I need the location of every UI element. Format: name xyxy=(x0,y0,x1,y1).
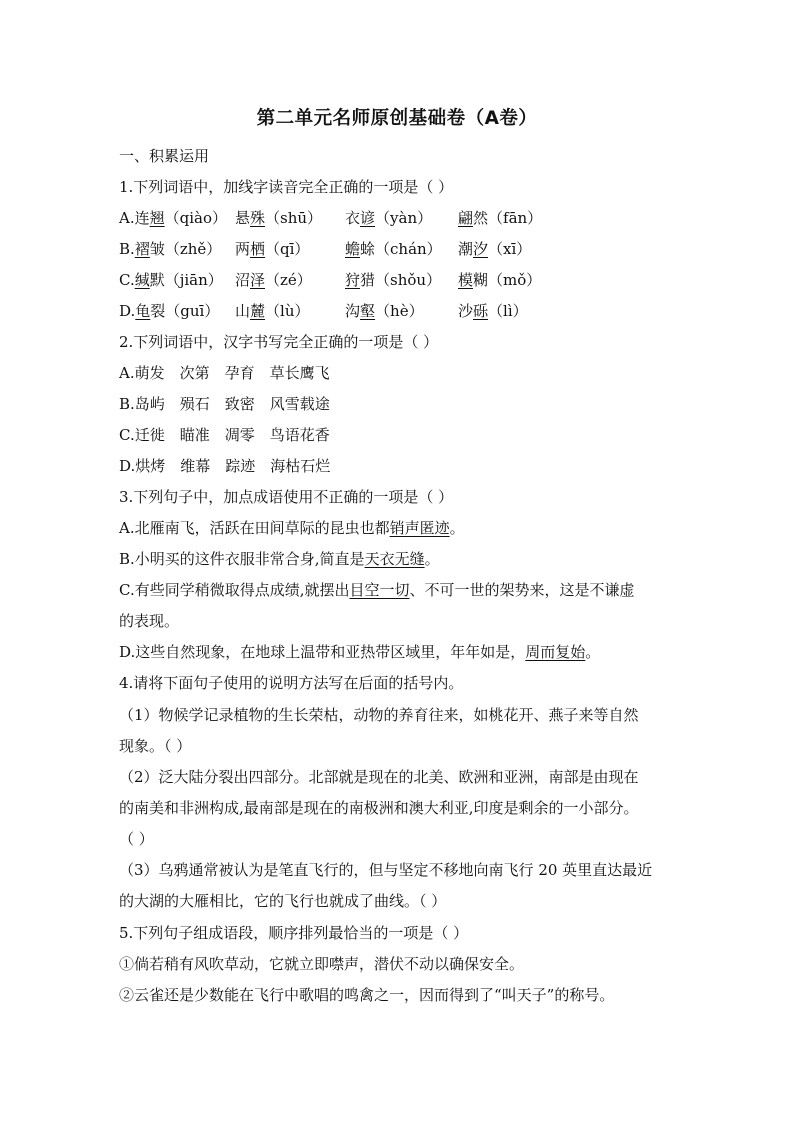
question-3-option-b: B.小明买的这件衣服非常合身,简直是天衣无缝。 xyxy=(119,550,440,568)
question-5-item-2: ②云雀还是少数能在飞行中歌唱的鸣禽之一，因而得到了“叫天子”的称号。 xyxy=(119,986,615,1004)
question-2-stem: 2.下列词语中，汉字书写完全正确的一项是（ ） xyxy=(119,333,439,351)
question-3-option-c-cont: 的表现。 xyxy=(119,612,180,630)
idiom-b: 天衣无缝 xyxy=(364,550,425,568)
word-b1: B.褶皱（zhě） xyxy=(119,240,222,258)
question-3-option-d: D.这些自然现象，在地球上温带和亚热带区域里，年年如是，周而复始。 xyxy=(119,643,601,661)
word-a1: A.连翘（qiào） xyxy=(119,209,227,227)
word-b2: 两栖（qī） xyxy=(235,240,310,258)
word-a3: 衣谚（yàn） xyxy=(345,209,433,227)
idiom-c: 目空一切 xyxy=(349,581,410,599)
section-heading: 一、积累运用 xyxy=(119,147,210,165)
word-d2: 山麓（lù） xyxy=(235,302,310,320)
question-1-option-d xyxy=(119,301,528,321)
question-4-sentence-2-blank: （ ） xyxy=(119,830,154,848)
question-1-option-a xyxy=(119,208,542,228)
page-title: 第二单元名师原创基础卷（A卷） xyxy=(256,108,538,129)
question-5-stem: 5.下列句子组成语段，顺序排列最恰当的一项是（ ） xyxy=(119,924,469,942)
question-4-sentence-2: （2）泛大陆分裂出四部分。北部就是现在的北美、欧洲和亚洲，南部是由现在 xyxy=(119,768,639,786)
question-2-option-c: C.迁徙 瞄准 凋零 鸟语花香 xyxy=(119,426,330,444)
question-4-stem: 4.请将下面句子使用的说明方法写在后面的括号内。 xyxy=(119,674,464,692)
word-c2: 沼泽（zé） xyxy=(235,271,312,289)
word-c4: 模糊（mǒ） xyxy=(458,271,542,289)
word-d4: 沙砾（lì） xyxy=(458,302,528,320)
word-c1: C.缄默（jiān） xyxy=(119,271,223,289)
question-2-option-a: A.萌发 次第 孕育 草长鹰飞 xyxy=(119,364,330,382)
question-4-sentence-3: （3）乌鸦通常被认为是笔直飞行的，但与坚定不移地向南飞行 20 英里直达最近 xyxy=(119,861,653,879)
question-1-option-c xyxy=(119,270,541,290)
question-3-stem: 3.下列句子中，加点成语使用不正确的一项是（ ） xyxy=(119,488,454,506)
question-3-option-a: A.北雁南飞，活跃在田间草际的昆虫也都销声匿迹。 xyxy=(119,519,465,537)
question-4-sentence-3-cont: 的大湖的大雁相比，它的飞行也就成了曲线。（ ） xyxy=(119,892,447,910)
word-c3: 狩猎（shǒu） xyxy=(345,271,442,289)
word-d3: 沟壑（hè） xyxy=(345,302,424,320)
question-4-sentence-1-cont: 现象。（ ） xyxy=(119,737,192,755)
idiom-a: 销声匿迹 xyxy=(389,519,450,537)
question-2-option-b: B.岛屿 殒石 致密 风雪载途 xyxy=(119,395,330,413)
question-2-option-d: D.烘烤 维幕 踪迹 海枯石烂 xyxy=(119,457,331,475)
question-4-sentence-1: （1）物候学记录植物的生长荣枯，动物的养育往来，如桃花开、燕子来等自然 xyxy=(119,706,639,724)
word-b3: 蟾蜍（chán） xyxy=(345,240,442,258)
question-5-item-1: ①倘若稍有风吹草动，它就立即噤声，潜伏不动以确保安全。 xyxy=(119,955,525,973)
question-4-sentence-2-cont: 的南美和非洲构成,最南部是现在的南极洲和澳大利亚,印度是剩余的一小部分。 xyxy=(119,799,639,817)
question-1-option-b xyxy=(119,239,531,259)
question-1-stem: 1.下列词语中，加线字读音完全正确的一项是（ ） xyxy=(119,178,454,196)
idiom-d: 周而复始 xyxy=(525,643,586,661)
word-b4: 潮汐（xī） xyxy=(458,240,532,258)
word-a2: 悬殊（shū） xyxy=(235,209,323,227)
word-d1: D.龟裂（guī） xyxy=(119,302,220,320)
word-a4: 翩然（fān） xyxy=(458,209,543,227)
question-3-option-c: C.有些同学稍微取得点成绩,就摆出目空一切、不可一世的架势来，这是不谦虚 xyxy=(119,581,635,599)
